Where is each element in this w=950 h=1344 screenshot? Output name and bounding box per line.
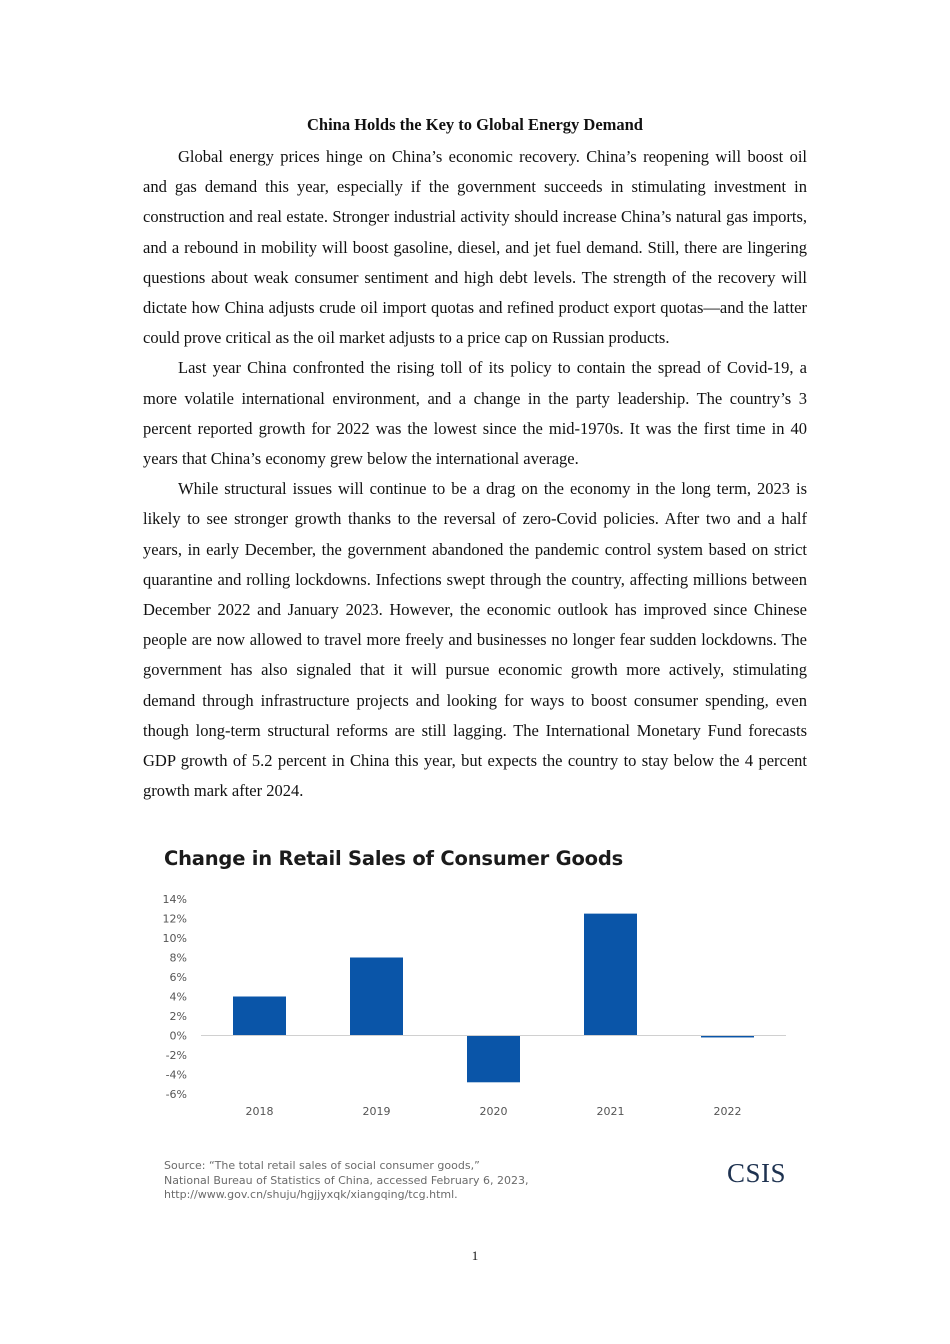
y-tick-label: -2% xyxy=(165,1049,187,1062)
x-tick-label: 2018 xyxy=(245,1105,274,1118)
body-text xyxy=(143,142,807,806)
y-tick-label: 8% xyxy=(169,951,187,965)
chart-bars xyxy=(233,914,754,1083)
page-number: 1 xyxy=(471,1248,479,1263)
y-tick-label: 10% xyxy=(162,932,187,945)
x-tick-label: 2019 xyxy=(362,1105,391,1118)
paragraph: While structural issues will continue to be a drag on the economy in the long term, 2023 is likely to see stronger growth thanks to the reversal of zero-Covid policies. After two and a half years, in early December, the government abandoned the pandemic control system based on strict quarantine and rolling lockdowns. Infections swept through the country, affecting millions between December 2022 and January 2023. However, the economic outlook has improved since Chinese people are now allowed to travel more freely and businesses no longer fear sudden lockdowns. The government has also signaled that it will pursue economic growth more actively, stimulating demand through infrastructure projects and looking for ways to boost consumer spending, even though long-term structural reforms are still lagging. The International Monetary Fund forecasts GDP growth of 5.2 percent in China this year, but expects the country to stay below the 4 percent growth mark after 2024. xyxy=(143,479,807,801)
source-note xyxy=(164,1159,584,1203)
y-tick-label: -4% xyxy=(165,1068,187,1082)
chart-title: Change in Retail Sales of Consumer Goods xyxy=(164,847,624,870)
bar-chart xyxy=(143,840,807,1140)
y-tick-label: 4% xyxy=(169,990,187,1004)
x-tick-label: 2022 xyxy=(713,1105,742,1118)
paragraph: Last year China confronted the rising toll of its policy to contain the spread of Covid-19, a more volatile international environment, and a change in the party leadership. The country’s 3 percent reported growth for 2022 was the lowest since the mid-1970s. It was the first time in 40 years that China’s economy grew below the international average. xyxy=(143,358,807,469)
y-tick-label: -6% xyxy=(165,1088,187,1101)
bar-2021 xyxy=(584,914,637,1036)
source-line: National Bureau of Statistics of China, accessed February 6, 2023, xyxy=(164,1173,529,1187)
y-tick-label: 2% xyxy=(169,1010,187,1023)
x-tick-label: 2020 xyxy=(479,1105,508,1118)
y-tick-label: 12% xyxy=(162,912,187,926)
paragraph: Global energy prices hinge on China’s economic recovery. China’s reopening will boost oil and gas demand this year, especially if the government succeeds in stimulating investment in construction and real estate. Stronger industrial activity should increase China’s natural gas imports, and a rebound in mobility will boost gasoline, diesel, and jet fuel demand. Still, there are lingering questions about weak consumer sentiment and high debt levels. The strength of the recovery will dictate how China adjusts crude oil import quotas and refined product export quotas—and the latter could prove critical as the oil market adjusts to a price cap on Russian products. xyxy=(143,147,807,348)
y-axis xyxy=(163,893,187,1101)
x-axis xyxy=(246,1105,742,1118)
bar-2018 xyxy=(233,997,286,1036)
source-line: http://www.gov.cn/shuju/hgjjyxqk/xiangqing/tcg.html. xyxy=(164,1188,458,1201)
bar-2020 xyxy=(467,1036,520,1083)
y-tick-label: 6% xyxy=(169,971,187,984)
retail-sales-figure xyxy=(143,840,807,1220)
source-line: Source: “The total retail sales of social consumer goods,” xyxy=(164,1159,480,1172)
y-tick-label: 0% xyxy=(169,1029,187,1043)
csis-logo: CSIS xyxy=(727,1158,787,1188)
y-tick-label: 14% xyxy=(162,893,187,906)
x-tick-label: 2021 xyxy=(596,1105,625,1118)
document-title: China Holds the Key to Global Energy Demand xyxy=(307,115,643,134)
bar-2019 xyxy=(350,958,403,1036)
